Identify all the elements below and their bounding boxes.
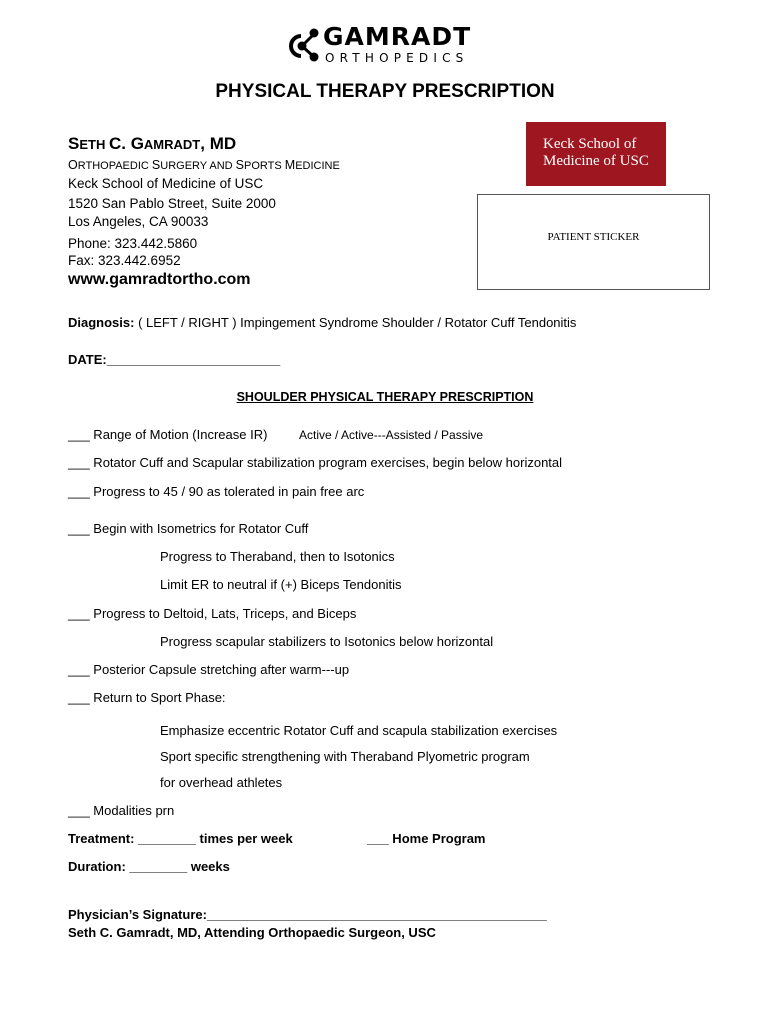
signature-field[interactable]: Physician’s Signature:_______________________________________________ — [68, 907, 547, 922]
diagnosis-line — [68, 315, 576, 330]
rom-options: Active / Active---Assisted / Passive — [299, 428, 484, 442]
home-program-field[interactable]: ___ Home Program — [367, 831, 486, 846]
keck-usc-logo — [526, 122, 666, 186]
treatment-field[interactable]: Treatment: ________ times per week — [68, 831, 293, 846]
doctor-fax: Fax: 323.442.6952 — [68, 253, 181, 268]
logo-subtitle: ORTHOPEDICS — [325, 51, 469, 65]
molecule-logo-icon — [285, 24, 321, 64]
doctor-street: 1520 San Pablo Street, Suite 2000 — [68, 196, 276, 211]
doctor-name-part: ETH — [79, 137, 109, 152]
section-title: SHOULDER PHYSICAL THERAPY PRESCRIPTION — [236, 390, 534, 404]
doctor-name-part: AMRADT — [143, 137, 201, 152]
doctor-specialty — [68, 158, 340, 172]
specialty-part: URGERY AND — [160, 160, 236, 172]
diagnosis-label: Diagnosis: — [68, 315, 135, 330]
signatory-name: Seth C. Gamradt, MD, Attending Orthopaedic Surgeon, USC — [68, 925, 436, 940]
doctor-name-part: S — [68, 134, 80, 153]
doctor-phone: Phone: 323.442.5860 — [68, 236, 198, 251]
patient-sticker-label: PATIENT STICKER — [547, 231, 640, 243]
document-title: PHYSICAL THERAPY PRESCRIPTION — [215, 81, 555, 102]
specialty-part: EDICINE — [295, 160, 340, 172]
deltoid-item[interactable]: ___ Progress to Deltoid, Lats, Triceps, and Biceps — [68, 606, 357, 621]
doctor-name-part: C. G — [108, 134, 144, 153]
gamradt-logo — [285, 22, 485, 72]
return-to-sport-item[interactable]: ___ Return to Sport Phase: — [68, 690, 226, 705]
keck-logo-line: Medicine of USC — [543, 153, 649, 169]
website-link[interactable]: www.gamradtortho.com — [68, 271, 251, 288]
specialty-part: S — [235, 158, 244, 172]
keck-logo-line: Keck School of — [543, 136, 637, 152]
isometrics-sub: Progress to Theraband, then to Isotonics — [160, 549, 395, 564]
sport-sub: Sport specific strengthening with Theraband Plyometric program — [160, 749, 530, 764]
doctor-name-part: , MD — [200, 134, 237, 153]
doctor-name — [68, 134, 236, 154]
isometrics-sub: Limit ER to neutral if (+) Biceps Tendonitis — [160, 577, 402, 592]
diagnosis-text: ( LEFT / RIGHT ) Impingement Syndrome Shoulder / Rotator Cuff Tendonitis — [134, 315, 577, 330]
logo-name: GAMRADT — [323, 22, 472, 51]
specialty-part: O — [68, 158, 78, 172]
rotator-cuff-item[interactable]: ___ Rotator Cuff and Scapular stabilization program exercises, begin below horizontal — [68, 455, 563, 470]
modalities-item[interactable]: ___ Modalities prn — [68, 803, 175, 818]
specialty-part: S — [151, 158, 161, 172]
rom-item[interactable]: ___ Range of Motion (Increase IR) — [68, 427, 268, 442]
specialty-part: PORTS — [244, 160, 285, 172]
duration-field[interactable]: Duration: ________ weeks — [68, 859, 230, 874]
posterior-capsule-item[interactable]: ___ Posterior Capsule stretching after warm---up — [68, 662, 350, 677]
specialty-part: M — [284, 158, 296, 172]
doctor-affiliation: Keck School of Medicine of USC — [68, 176, 264, 191]
isometrics-item[interactable]: ___ Begin with Isometrics for Rotator Cuff — [68, 521, 309, 536]
specialty-part: RTHOPAEDIC — [77, 160, 152, 172]
progress-arc-item[interactable]: ___ Progress to 45 / 90 as tolerated in pain free arc — [68, 484, 365, 499]
sport-sub: for overhead athletes — [160, 775, 283, 790]
doctor-city: Los Angeles, CA 90033 — [68, 214, 209, 229]
deltoid-sub: Progress scapular stabilizers to Isotonics below horizontal — [160, 634, 494, 649]
patient-sticker-box — [477, 194, 710, 290]
sport-sub: Emphasize eccentric Rotator Cuff and scapula stabilization exercises — [160, 723, 558, 738]
date-field[interactable]: DATE:________________________ — [68, 352, 281, 367]
